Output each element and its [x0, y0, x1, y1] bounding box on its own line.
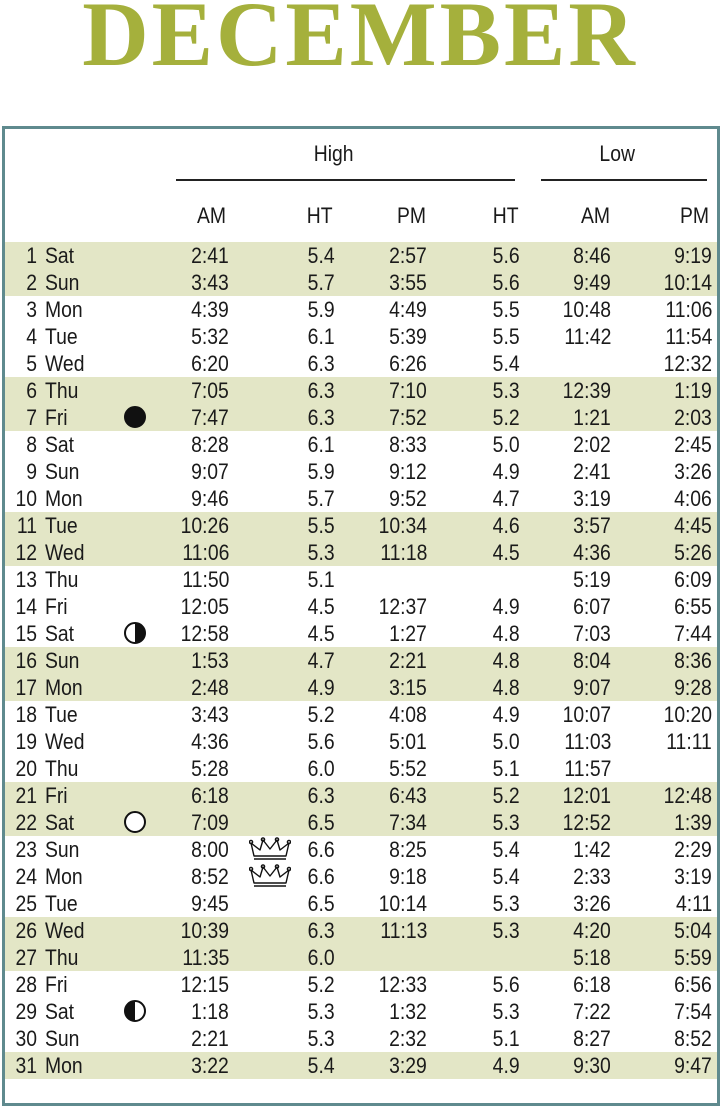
cell-l-am: 6:18 — [573, 972, 611, 997]
cell-wd: Wed — [45, 351, 85, 376]
cell-h-am: 5:28 — [191, 756, 229, 781]
cell-h-pm: 5:39 — [389, 324, 427, 349]
table-row — [5, 890, 717, 917]
cell-l-pm: 6:09 — [674, 567, 712, 592]
cell-l-am: 8:46 — [573, 243, 611, 268]
tide-table — [2, 126, 720, 1106]
table-row — [5, 566, 717, 593]
cell-l-pm: 2:03 — [674, 405, 712, 430]
cell-h-pm: 4:49 — [389, 297, 427, 322]
table-row — [5, 728, 717, 755]
table-row — [5, 971, 717, 998]
crown-icon — [249, 837, 291, 861]
cell-ht1: 5.2 — [308, 972, 335, 997]
table-row — [5, 647, 717, 674]
cell-ht1: 6.0 — [308, 756, 335, 781]
cell-wd: Thu — [45, 756, 79, 781]
cell-day: 8 — [26, 432, 37, 457]
cell-day: 17 — [15, 675, 37, 700]
table-row — [5, 674, 717, 701]
table-row — [5, 242, 717, 269]
cell-l-pm: 11:06 — [664, 297, 712, 322]
cell-ht2: 4.9 — [493, 459, 520, 484]
cell-day: 21 — [15, 783, 37, 808]
cell-l-am: 11:57 — [563, 756, 611, 781]
cell-l-am: 12:39 — [562, 378, 611, 403]
cell-ht1: 6.1 — [308, 432, 335, 457]
cell-ht1: 6.3 — [308, 918, 335, 943]
cell-l-am: 2:41 — [573, 459, 611, 484]
col-high-pm: PM — [396, 203, 427, 228]
cell-ht1: 5.3 — [308, 999, 335, 1024]
cell-ht1: 5.5 — [308, 513, 335, 538]
cell-ht2: 4.9 — [493, 702, 520, 727]
cell-h-pm: 9:52 — [389, 486, 427, 511]
cell-l-pm: 10:20 — [663, 702, 712, 727]
cell-h-am: 3:22 — [191, 1053, 229, 1078]
cell-day: 27 — [15, 945, 37, 970]
cell-l-pm: 6:56 — [674, 972, 712, 997]
cell-wd: Thu — [45, 567, 79, 592]
cell-day: 9 — [26, 459, 37, 484]
table-row — [5, 323, 717, 350]
cell-day: 3 — [26, 297, 37, 322]
cell-h-am: 11:50 — [181, 567, 229, 592]
cell-l-am: 7:03 — [573, 621, 611, 646]
cell-day: 11 — [16, 513, 37, 538]
cell-l-am: 8:04 — [573, 648, 611, 673]
cell-ht1: 6.3 — [308, 405, 335, 430]
cell-h-pm: 3:29 — [389, 1053, 427, 1078]
cell-ht2: 4.7 — [493, 486, 520, 511]
cell-l-am: 7:22 — [573, 999, 611, 1024]
cell-l-pm: 7:44 — [674, 621, 712, 646]
cell-wd: Wed — [45, 729, 85, 754]
cell-h-am: 11:35 — [181, 945, 229, 970]
cell-h-am: 8:00 — [191, 837, 229, 862]
cell-l-am: 2:02 — [573, 432, 611, 457]
cell-h-pm: 8:33 — [389, 432, 427, 457]
cell-ht1: 4.7 — [308, 648, 335, 673]
col-high-ht2: HT — [492, 203, 519, 228]
table-row — [5, 350, 717, 377]
tide-rows — [5, 242, 717, 1079]
cell-l-am: 12:01 — [562, 783, 611, 808]
cell-l-pm: 9:19 — [674, 243, 712, 268]
crown-icon — [249, 864, 291, 888]
cell-ht1: 5.7 — [308, 270, 335, 295]
cell-l-am: 10:07 — [562, 702, 611, 727]
cell-h-am: 7:05 — [191, 378, 229, 403]
cell-day: 26 — [15, 918, 37, 943]
cell-wd: Thu — [45, 945, 79, 970]
cell-ht2: 4.9 — [493, 594, 520, 619]
cell-ht2: 4.8 — [493, 621, 520, 646]
cell-ht2: 5.4 — [493, 837, 520, 862]
cell-l-am: 2:33 — [573, 864, 611, 889]
cell-ht1: 5.3 — [308, 540, 335, 565]
cell-day: 10 — [15, 486, 37, 511]
cell-h-pm: 6:43 — [389, 783, 427, 808]
month-title: DECEMBER — [82, 0, 638, 85]
cell-l-pm: 5:04 — [674, 918, 712, 943]
cell-ht2: 5.3 — [493, 891, 520, 916]
last-quarter-moon-icon — [124, 1000, 146, 1022]
cell-wd: Fri — [45, 972, 68, 997]
cell-wd: Tue — [45, 891, 78, 916]
cell-day: 23 — [15, 837, 37, 862]
cell-h-pm: 2:32 — [389, 1026, 427, 1051]
cell-wd: Mon — [45, 1053, 83, 1078]
cell-h-pm: 12:37 — [378, 594, 427, 619]
cell-wd: Tue — [45, 702, 78, 727]
cell-day: 28 — [15, 972, 37, 997]
cell-wd: Wed — [45, 918, 85, 943]
cell-ht2: 5.3 — [493, 918, 520, 943]
cell-l-pm: 9:47 — [674, 1053, 712, 1078]
cell-h-pm: 1:32 — [389, 999, 427, 1024]
table-row — [5, 863, 717, 890]
cell-day: 20 — [15, 756, 37, 781]
cell-l-am: 9:30 — [573, 1053, 611, 1078]
cell-h-am: 8:28 — [191, 432, 229, 457]
cell-wd: Mon — [45, 864, 83, 889]
cell-h-pm: 5:01 — [389, 729, 427, 754]
table-row — [5, 539, 717, 566]
low-header: Low — [599, 141, 635, 166]
cell-l-am: 3:19 — [573, 486, 611, 511]
table-row — [5, 431, 717, 458]
cell-day: 29 — [15, 999, 37, 1024]
cell-h-pm: 3:15 — [389, 675, 427, 700]
cell-ht1: 4.5 — [308, 594, 335, 619]
first-quarter-moon-icon — [124, 622, 146, 644]
table-row — [5, 296, 717, 323]
cell-l-am: 5:19 — [573, 567, 611, 592]
table-row — [5, 917, 717, 944]
cell-ht2: 5.5 — [493, 297, 520, 322]
cell-l-pm: 4:11 — [675, 891, 712, 916]
cell-ht1: 6.6 — [308, 864, 335, 889]
cell-day: 5 — [26, 351, 37, 376]
cell-h-am: 3:43 — [191, 702, 229, 727]
cell-ht2: 5.3 — [493, 999, 520, 1024]
cell-wd: Sat — [45, 243, 75, 268]
cell-h-am: 9:46 — [191, 486, 229, 511]
cell-h-am: 9:45 — [191, 891, 229, 916]
cell-wd: Mon — [45, 486, 83, 511]
cell-l-pm: 8:36 — [674, 648, 712, 673]
cell-ht1: 6.0 — [308, 945, 335, 970]
cell-wd: Fri — [45, 594, 68, 619]
table-row — [5, 485, 717, 512]
col-high-am: AM — [196, 203, 227, 228]
cell-ht2: 5.4 — [493, 351, 520, 376]
table-row — [5, 512, 717, 539]
cell-day: 25 — [15, 891, 37, 916]
cell-h-am: 12:58 — [180, 621, 229, 646]
cell-wd: Sun — [45, 459, 80, 484]
cell-h-pm: 10:14 — [378, 891, 427, 916]
cell-ht1: 5.6 — [308, 729, 335, 754]
table-row — [5, 458, 717, 485]
table-row — [5, 755, 717, 782]
cell-ht1: 6.3 — [308, 351, 335, 376]
cell-l-am: 9:07 — [573, 675, 611, 700]
cell-wd: Wed — [45, 540, 85, 565]
cell-ht2: 5.1 — [493, 756, 520, 781]
cell-l-am: 1:42 — [573, 837, 611, 862]
table-row — [5, 944, 717, 971]
cell-l-pm: 3:19 — [674, 864, 712, 889]
cell-h-pm: 3:55 — [389, 270, 427, 295]
table-row — [5, 620, 717, 647]
cell-l-am: 11:42 — [563, 324, 611, 349]
cell-l-am: 8:27 — [573, 1026, 611, 1051]
cell-h-am: 1:53 — [191, 648, 229, 673]
col-high-ht1: HT — [306, 203, 333, 228]
cell-h-pm: 4:08 — [389, 702, 427, 727]
cell-h-am: 6:18 — [191, 783, 229, 808]
cell-wd: Tue — [45, 324, 78, 349]
cell-ht2: 5.6 — [493, 270, 520, 295]
cell-l-pm: 6:55 — [674, 594, 712, 619]
cell-h-pm: 7:34 — [389, 810, 427, 835]
low-header-rule — [541, 179, 707, 181]
cell-h-am: 3:43 — [191, 270, 229, 295]
cell-day: 12 — [15, 540, 37, 565]
col-low-am: AM — [580, 203, 611, 228]
cell-l-am: 4:36 — [573, 540, 611, 565]
cell-h-pm: 2:21 — [389, 648, 427, 673]
cell-wd: Thu — [45, 378, 79, 403]
table-row — [5, 269, 717, 296]
cell-ht2: 5.4 — [493, 864, 520, 889]
cell-l-am: 3:57 — [573, 513, 611, 538]
cell-l-pm: 10:14 — [663, 270, 712, 295]
cell-h-am: 2:48 — [191, 675, 229, 700]
cell-ht2: 5.0 — [493, 432, 520, 457]
cell-h-pm: 1:27 — [389, 621, 427, 646]
cell-ht2: 5.2 — [493, 783, 520, 808]
cell-day: 30 — [15, 1026, 37, 1051]
cell-ht1: 5.4 — [308, 1053, 335, 1078]
cell-h-am: 10:26 — [180, 513, 229, 538]
cell-l-pm: 3:26 — [674, 459, 712, 484]
cell-wd: Sun — [45, 837, 80, 862]
cell-ht1: 5.2 — [308, 702, 335, 727]
col-low-pm: PM — [679, 203, 710, 228]
cell-wd: Sun — [45, 1026, 80, 1051]
cell-l-am: 9:49 — [573, 270, 611, 295]
cell-h-am: 5:32 — [191, 324, 229, 349]
cell-ht2: 5.3 — [493, 378, 520, 403]
cell-l-am: 5:18 — [573, 945, 611, 970]
cell-ht2: 5.3 — [493, 810, 520, 835]
cell-l-am: 12:52 — [562, 810, 611, 835]
cell-ht1: 5.3 — [308, 1026, 335, 1051]
cell-ht2: 5.2 — [493, 405, 520, 430]
table-row — [5, 782, 717, 809]
cell-ht2: 5.5 — [493, 324, 520, 349]
cell-l-pm: 1:39 — [674, 810, 712, 835]
cell-ht1: 6.3 — [308, 783, 335, 808]
table-row — [5, 701, 717, 728]
new-moon-icon — [124, 406, 146, 428]
cell-h-am: 4:36 — [191, 729, 229, 754]
cell-day: 2 — [26, 270, 37, 295]
cell-h-pm: 9:18 — [389, 864, 427, 889]
cell-day: 24 — [15, 864, 37, 889]
table-row — [5, 593, 717, 620]
cell-ht2: 4.6 — [493, 513, 520, 538]
cell-ht1: 5.9 — [308, 297, 335, 322]
cell-h-am: 12:15 — [180, 972, 229, 997]
cell-h-am: 4:39 — [191, 297, 229, 322]
cell-day: 1 — [26, 243, 37, 268]
cell-day: 7 — [26, 405, 37, 430]
cell-l-pm: 5:26 — [674, 540, 712, 565]
cell-ht1: 6.5 — [308, 891, 335, 916]
cell-l-am: 1:21 — [573, 405, 611, 430]
cell-h-pm: 11:13 — [379, 918, 427, 943]
cell-ht1: 6.3 — [308, 378, 335, 403]
cell-h-pm: 7:52 — [389, 405, 427, 430]
cell-h-pm: 10:34 — [378, 513, 427, 538]
cell-l-pm: 11:54 — [664, 324, 712, 349]
cell-h-pm: 7:10 — [389, 378, 427, 403]
cell-l-pm: 4:06 — [674, 486, 712, 511]
table-row — [5, 809, 717, 836]
cell-ht1: 5.7 — [308, 486, 335, 511]
cell-l-pm: 2:29 — [674, 837, 712, 862]
cell-wd: Sat — [45, 810, 75, 835]
cell-day: 14 — [15, 594, 37, 619]
cell-ht1: 5.1 — [308, 567, 335, 592]
cell-day: 31 — [15, 1053, 37, 1078]
cell-l-pm: 1:19 — [674, 378, 712, 403]
cell-l-pm: 4:45 — [674, 513, 712, 538]
table-row — [5, 836, 717, 863]
cell-day: 13 — [15, 567, 37, 592]
cell-h-pm: 2:57 — [389, 243, 427, 268]
cell-ht2: 5.6 — [493, 243, 520, 268]
cell-day: 18 — [15, 702, 37, 727]
cell-wd: Sun — [45, 270, 80, 295]
cell-day: 6 — [26, 378, 37, 403]
cell-ht1: 6.6 — [308, 837, 335, 862]
cell-h-am: 7:09 — [191, 810, 229, 835]
cell-wd: Fri — [45, 405, 68, 430]
table-row — [5, 377, 717, 404]
cell-h-am: 6:20 — [191, 351, 229, 376]
table-row — [5, 998, 717, 1025]
cell-wd: Tue — [45, 513, 78, 538]
cell-ht1: 5.4 — [308, 243, 335, 268]
cell-day: 4 — [26, 324, 37, 349]
cell-wd: Sat — [45, 432, 75, 457]
cell-ht2: 4.5 — [493, 540, 520, 565]
cell-h-pm: 12:33 — [378, 972, 427, 997]
cell-l-am: 3:26 — [573, 891, 611, 916]
cell-day: 16 — [15, 648, 37, 673]
cell-l-am: 6:07 — [573, 594, 611, 619]
table-row — [5, 404, 717, 431]
cell-day: 19 — [15, 729, 37, 754]
cell-ht2: 5.6 — [493, 972, 520, 997]
full-moon-icon — [124, 811, 146, 833]
cell-h-am: 8:52 — [191, 864, 229, 889]
cell-h-am: 2:41 — [191, 243, 229, 268]
cell-h-pm: 11:18 — [379, 540, 427, 565]
cell-h-pm: 8:25 — [389, 837, 427, 862]
cell-ht1: 6.1 — [308, 324, 335, 349]
cell-ht1: 4.9 — [308, 675, 335, 700]
cell-wd: Mon — [45, 297, 83, 322]
cell-h-am: 11:06 — [181, 540, 229, 565]
cell-h-am: 10:39 — [180, 918, 229, 943]
cell-l-pm: 2:45 — [674, 432, 712, 457]
cell-ht2: 4.8 — [493, 675, 520, 700]
cell-h-am: 7:47 — [191, 405, 229, 430]
cell-ht2: 4.9 — [493, 1053, 520, 1078]
cell-day: 22 — [15, 810, 37, 835]
high-header-rule — [176, 179, 515, 181]
cell-h-am: 1:18 — [191, 999, 229, 1024]
cell-l-pm: 8:52 — [674, 1026, 712, 1051]
cell-l-am: 4:20 — [573, 918, 611, 943]
cell-day: 15 — [15, 621, 37, 646]
cell-h-pm: 6:26 — [389, 351, 427, 376]
cell-wd: Mon — [45, 675, 83, 700]
cell-l-am: 11:03 — [563, 729, 611, 754]
cell-wd: Sun — [45, 648, 80, 673]
cell-l-pm: 11:11 — [666, 729, 712, 754]
cell-l-pm: 5:59 — [674, 945, 712, 970]
cell-h-am: 2:21 — [191, 1026, 229, 1051]
table-row — [5, 1052, 717, 1079]
cell-ht1: 4.5 — [308, 621, 335, 646]
cell-h-pm: 9:12 — [389, 459, 427, 484]
cell-l-pm: 12:32 — [663, 351, 712, 376]
cell-ht2: 5.1 — [493, 1026, 520, 1051]
cell-ht1: 6.5 — [308, 810, 335, 835]
cell-h-am: 12:05 — [180, 594, 229, 619]
cell-wd: Sat — [45, 621, 75, 646]
cell-l-am: 10:48 — [562, 297, 611, 322]
cell-wd: Fri — [45, 783, 68, 808]
table-row — [5, 1025, 717, 1052]
cell-h-am: 9:07 — [191, 459, 229, 484]
cell-ht2: 4.8 — [493, 648, 520, 673]
cell-l-pm: 12:48 — [663, 783, 712, 808]
cell-ht1: 5.9 — [308, 459, 335, 484]
cell-h-pm: 5:52 — [389, 756, 427, 781]
cell-l-pm: 9:28 — [674, 675, 712, 700]
cell-ht2: 5.0 — [493, 729, 520, 754]
cell-l-pm: 7:54 — [674, 999, 712, 1024]
high-header: High — [313, 141, 354, 166]
cell-wd: Sat — [45, 999, 75, 1024]
